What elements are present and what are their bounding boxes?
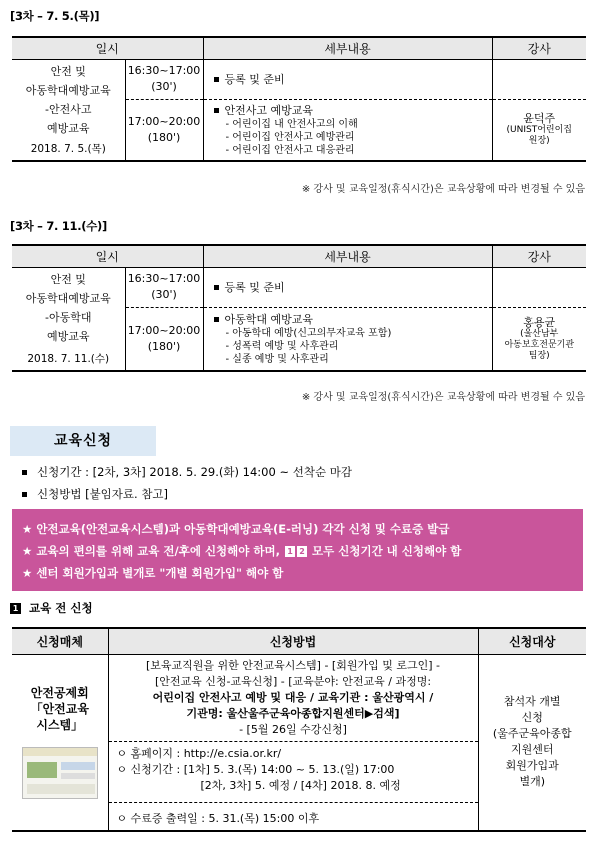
detail-cell: 안전사고 예방교육 - 어린이집 내 안전사고의 이해 - 어린이집 안전사고 예방관리 - 어린이집 안전사고 대응관리 (203, 99, 492, 161)
detail-cell: 등록 및 준비 (203, 59, 492, 99)
medium-cell: 안전공제회 「안전교육 시스템」 (12, 654, 108, 831)
detail-cell: 아동학대 예방교육 - 아동학대 예방(신고의무자교육 포함) - 성폭력 예방 및 사후관리 - 실종 예방 및 사후관리 (203, 307, 492, 371)
header-datetime: 일시 (12, 37, 203, 59)
schedule-note-2: ※ 강사 및 교육일정(휴식시간)은 교육상황에 따라 변경될 수 있음 (301, 392, 585, 403)
header-method: 신청방법 (108, 628, 478, 654)
apply-period: 신청기간 : [2차, 3차] 2018. 5. 29.(화) 14:00 ~ 선착순 마감 (22, 464, 352, 480)
header-detail: 세부내용 (203, 37, 492, 59)
section2-heading: [3차 – 7. 11.(수)] (10, 219, 107, 233)
time-cell: 17:00~20:00 (180') (125, 307, 203, 371)
method-steps: [보육교직원을 위한 안전교육시스템] - [회원가입 및 로그인] - [안전교육 신청-교육신청] - [교육분야: 안전교육 / 과정명: 어린이집 안전사고 예방 및 대응 / 교육기관 : 울산광역시 / 기관명: 울산울주군육아종합지원센터▶검색] - [5월 26일 수강신청] (108, 654, 478, 741)
number-box-icon: 1 (10, 603, 21, 614)
pre-apply-heading: 1 교육 전 신청 (10, 600, 93, 616)
course-date: 2018. 7. 11.(수) (27, 353, 110, 365)
schedule-table-2 (12, 244, 586, 372)
lecturer-cell: 홍용균 (울산남부 아동보호전문기관 팀장) (492, 307, 586, 371)
lecturer-cell (492, 59, 586, 99)
header-lecturer: 강사 (492, 245, 586, 267)
notice-3: ★ 센터 회원가입과 별개로 "개별 회원가입" 해야 함 (22, 566, 284, 580)
course-cell: 안전 및 아동학대예방교육 -안전사고 예방교육 2018. 7. 5.(목) (12, 59, 125, 161)
lecturer-cell: 윤덕주 (UNIST어린이집 원장) (492, 99, 586, 161)
course-cell: 안전 및 아동학대예방교육 -아동학대 예방교육 2018. 7. 11.(수) (12, 267, 125, 371)
detail-cell: 등록 및 준비 (203, 267, 492, 307)
apply-table (12, 627, 586, 832)
course-date: 2018. 7. 5.(목) (30, 143, 106, 155)
notice-box (12, 509, 583, 591)
apply-method: 신청방법 [붙임자료. 참고] (22, 486, 168, 502)
time-cell: 16:30~17:00 (30') (125, 59, 203, 99)
schedule-table-1 (12, 36, 586, 162)
notice-2: ★ 교육의 편의를 위해 교육 전/후에 신청해야 하며, 1 2 모두 신청기간 내 신청해야 함 (22, 544, 462, 558)
notice-1: ★ 안전교육(안전교육시스템)과 아동학대예방교육(E-러닝) 각각 신청 및 수료증 발급 (22, 522, 450, 536)
header-datetime: 일시 (12, 245, 203, 267)
section1-heading: [3차 – 7. 5.(목)] (10, 9, 100, 23)
header-target: 신청대상 (478, 628, 586, 654)
header-lecturer: 강사 (492, 37, 586, 59)
apply-title: 교육신청 (10, 426, 156, 456)
certificate-line: ㅇ 수료증 출력일 : 5. 31.(목) 15:00 이후 (116, 811, 320, 825)
method-details (108, 741, 478, 831)
time-cell: 16:30~17:00 (30') (125, 267, 203, 307)
homepage-line: ㅇ 홈페이지 : http://e.csia.or.kr/ (116, 746, 282, 760)
period-line: ㅇ 신청기간 : [1차] 5. 3.(목) 14:00 ~ 5. 13.(일) 17:00 (116, 762, 395, 776)
header-detail: 세부내용 (203, 245, 492, 267)
system-screenshot-thumbnail (22, 747, 98, 799)
schedule-note-1: ※ 강사 및 교육일정(휴식시간)은 교육상황에 따라 변경될 수 있음 (301, 184, 585, 195)
target-cell: 참석자 개별 신청 (울주군육아종합 지원센터 회원가입과 별개) (478, 654, 586, 831)
period-line-2: [2차, 3차] 5. 예정 / [4차] 2018. 8. 예정 (200, 778, 401, 792)
time-cell: 17:00~20:00 (180') (125, 99, 203, 161)
header-medium: 신청매체 (12, 628, 108, 654)
lecturer-cell (492, 267, 586, 307)
